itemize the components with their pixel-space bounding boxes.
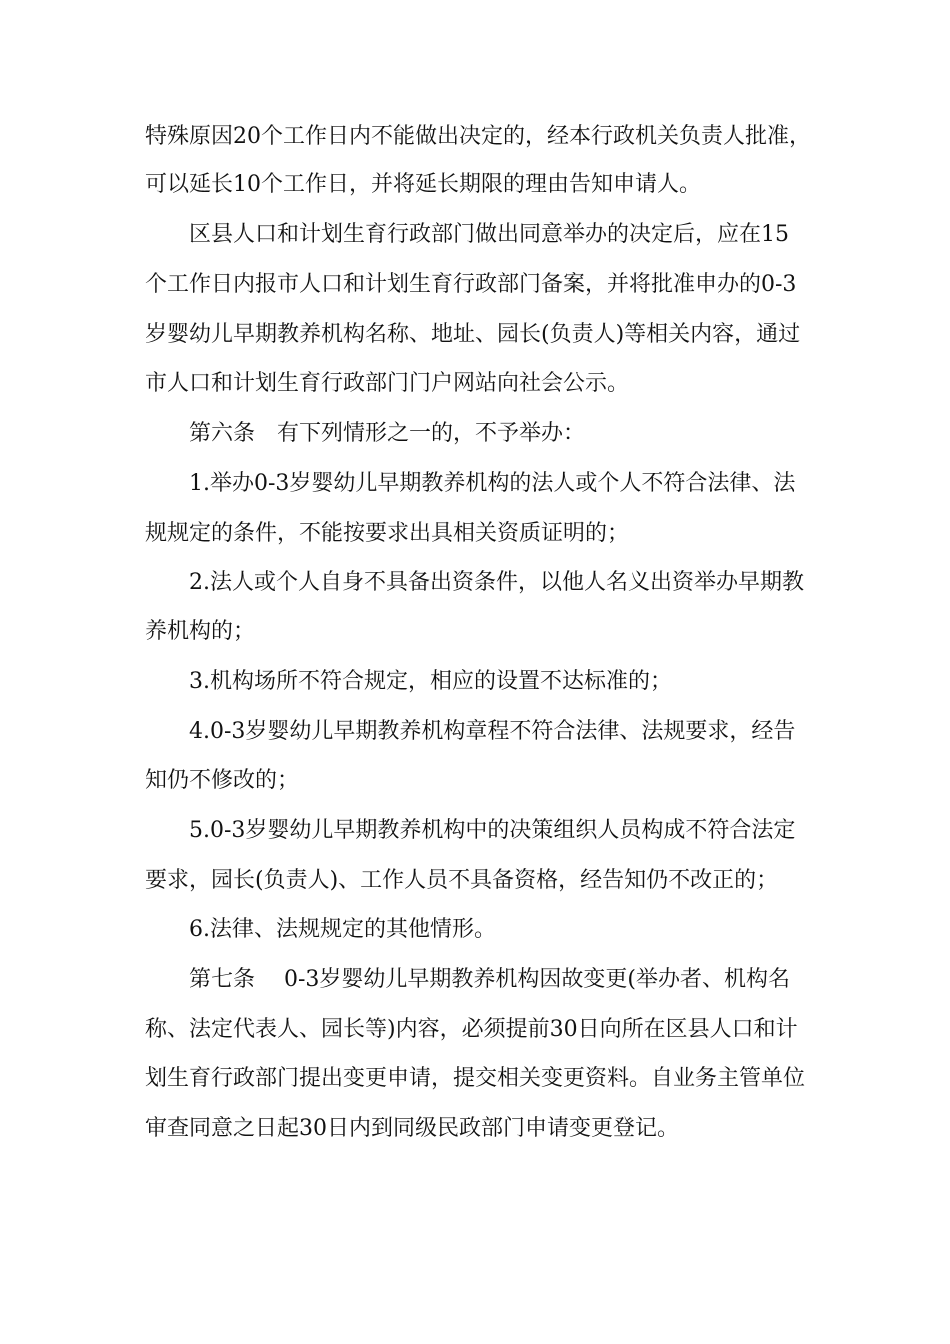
paragraph-start-line: 区县人口和计划生育行政部门做出同意举办的决定后，应在15 — [189, 222, 789, 247]
text-line: 审查同意之日起30日内到同级民政部门申请变更登记。 — [145, 1116, 679, 1141]
list-item-line: 1.举办0-3岁婴幼儿早期教养机构的法人或个人不符合法律、法 — [189, 471, 796, 496]
text-line: 划生育行政部门提出变更申请，提交相关变更资料。自业务主管单位 — [145, 1066, 806, 1091]
list-item-line: 5.0-3岁婴幼儿早期教养机构中的决策组织人员构成不符合法定 — [189, 818, 796, 843]
list-item-line: 2.法人或个人自身不具备出资条件，以他人名义出资举办早期教 — [189, 570, 804, 595]
text-line: 要求，园长(负责人)、工作人员不具备资格，经告知仍不改正的； — [145, 868, 779, 893]
text-line: 特殊原因20个工作日内不能做出决定的，经本行政机关负责人批准， — [145, 124, 811, 149]
list-item-line: 3.机构场所不符合规定，相应的设置不达标准的； — [189, 669, 672, 694]
text-line: 可以延长10个工作日，并将延长期限的理由告知申请人。 — [145, 172, 701, 197]
list-item-line: 6.法律、法规规定的其他情形。 — [189, 917, 496, 942]
text-line: 知仍不修改的； — [145, 768, 300, 793]
text-line: 个工作日内报市人口和计划生育行政部门备案，并将批准申办的0-3 — [145, 272, 797, 297]
text-line: 规规定的条件，不能按要求出具相关资质证明的； — [145, 521, 630, 546]
text-line: 市人口和计划生育行政部门门户网站向社会公示。 — [145, 371, 630, 396]
article-heading-line: 第七条 0-3岁婴幼儿早期教养机构因故变更(举办者、机构名 — [189, 967, 791, 992]
text-line: 岁婴幼儿早期教养机构名称、地址、园长(负责人)等相关内容，通过 — [145, 322, 801, 347]
text-line: 称、法定代表人、园长等)内容，必须提前30日向所在区县人口和计 — [145, 1017, 798, 1042]
list-item-line: 4.0-3岁婴幼儿早期教养机构章程不符合法律、法规要求，经告 — [189, 719, 796, 744]
text-line: 养机构的； — [145, 619, 256, 644]
article-heading-line: 第六条 有下列情形之一的，不予举办： — [189, 421, 586, 446]
